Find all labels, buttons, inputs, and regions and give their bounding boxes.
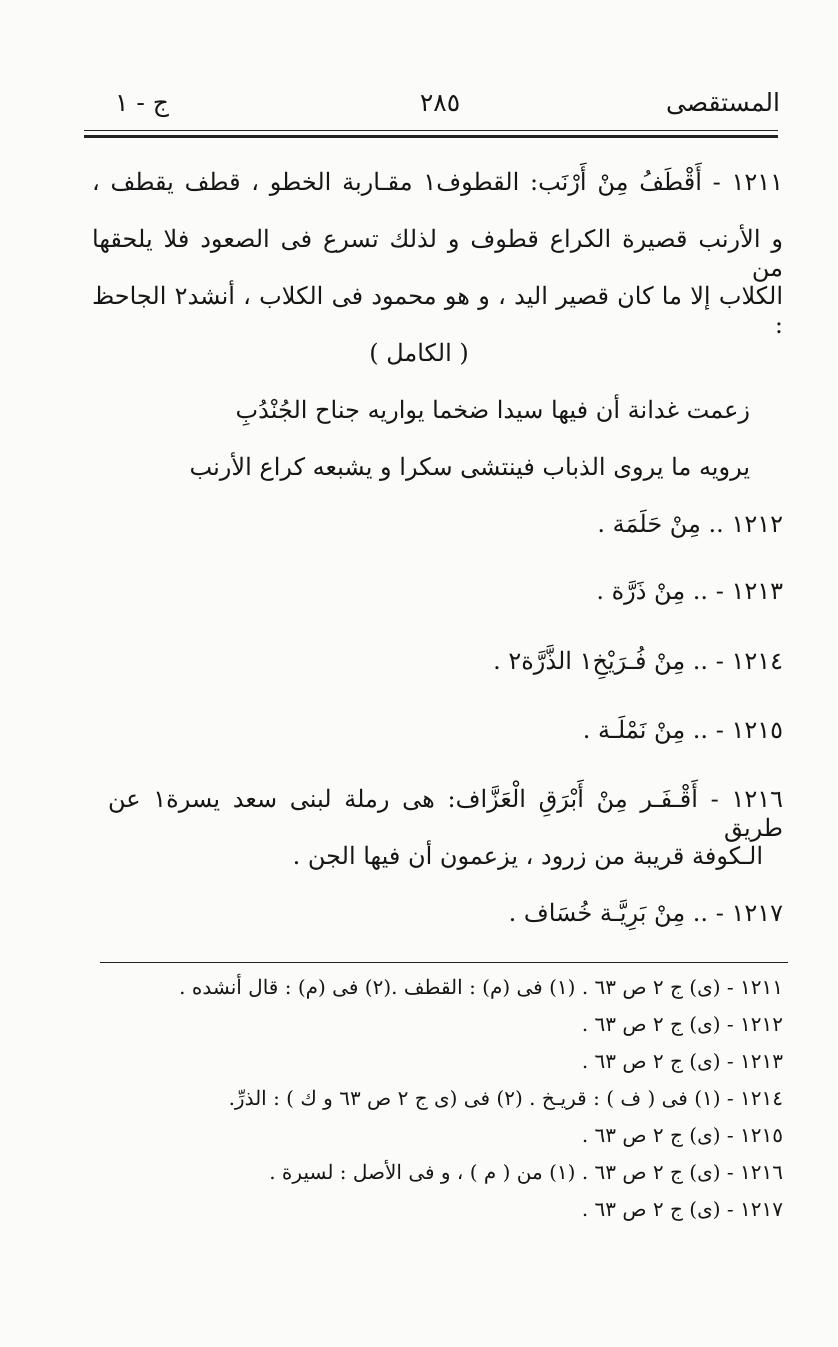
verse-meter-label: ( الكامل ) <box>369 339 469 367</box>
entry-1216-line-1: ١٢١٦ - أَقْـفَـر مِنْ أَبْرَقِ الْعَزَّاف: هى رملة لبنى سعد يسرة١ عن طريق <box>108 785 783 842</box>
entry-1211-line-1: ١٢١١ - أَقْطَفُ مِنْ أَرْنَب: القطوف١ مقـاربة الخطو ، قطف يقطف ، <box>92 168 784 196</box>
footnote-1213: ١٢١٣ - (ى) ج ٢ ص ٦٣ . <box>581 1049 783 1073</box>
header-rule-thin <box>84 130 778 131</box>
entry-1213: ١٢١٣ - .. مِنْ ذَرَّة . <box>596 577 783 605</box>
footnote-1214: ١٢١٤ - (١) فى ( ف ) : قريـخ . (٢) فى (ى ج ٢ ص ٦٣ و ك ) : الذرِّ. <box>228 1086 783 1110</box>
footnote-separator <box>100 962 788 963</box>
entry-1216-line-2: الـكوفة قريبة من زرود ، يزعمون أن فيها الجن . <box>292 842 763 870</box>
entry-1211-line-3: الكلاب إلا ما كان قصير اليد ، و هو محمود فى الكلاب ، أنشد٢ الجاحظ : <box>92 282 784 339</box>
footnote-1215: ١٢١٥ - (ى) ج ٢ ص ٦٣ . <box>581 1123 783 1147</box>
footnote-1216: ١٢١٦ - (ى) ج ٢ ص ٦٣ . (١) من ( م ) ، و فى الأصل : لسيرة . <box>269 1160 783 1184</box>
header-rule-thick <box>84 135 778 138</box>
header-page-number: ٢٨٥ <box>419 88 461 117</box>
entry-1211-line-2: و الأرنب قصيرة الكراع قطوف و لذلك تسرع فى الصعود فلا يلحقها من <box>92 225 783 282</box>
header-volume: ج - ١ <box>115 88 169 117</box>
entry-1215: ١٢١٥ - .. مِنْ نَمْلَـة . <box>582 716 783 744</box>
entry-1212: ١٢١٢ .. مِنْ حَلَمَة . <box>597 510 783 538</box>
verse-line-2: يرويه ما يروى الذباب فينتشى سكرا و يشبعه كراع الأرنب <box>189 453 750 481</box>
entry-1217: ١٢١٧ - .. مِنْ بَرِيَّـة خُسَاف . <box>508 899 783 927</box>
header-book-title: المستقصى <box>665 88 780 117</box>
footnote-1217: ١٢١٧ - (ى) ج ٢ ص ٦٣ . <box>581 1197 783 1221</box>
verse-line-1: زعمت غدانة أن فيها سيدا ضخما يواريه جناح الجُنْدُبِ <box>235 396 750 424</box>
running-header <box>100 88 780 128</box>
footnote-1212: ١٢١٢ - (ى) ج ٢ ص ٦٣ . <box>581 1012 783 1036</box>
footnote-1211: ١٢١١ - (ى) ج ٢ ص ٦٣ . (١) فى (م) : القطف .(٢) فى (م) : قال أنشده . <box>179 975 783 999</box>
entry-1214: ١٢١٤ - .. مِنْ فُـرَيْخِ١ الذَّرَّة٢ . <box>493 647 783 675</box>
